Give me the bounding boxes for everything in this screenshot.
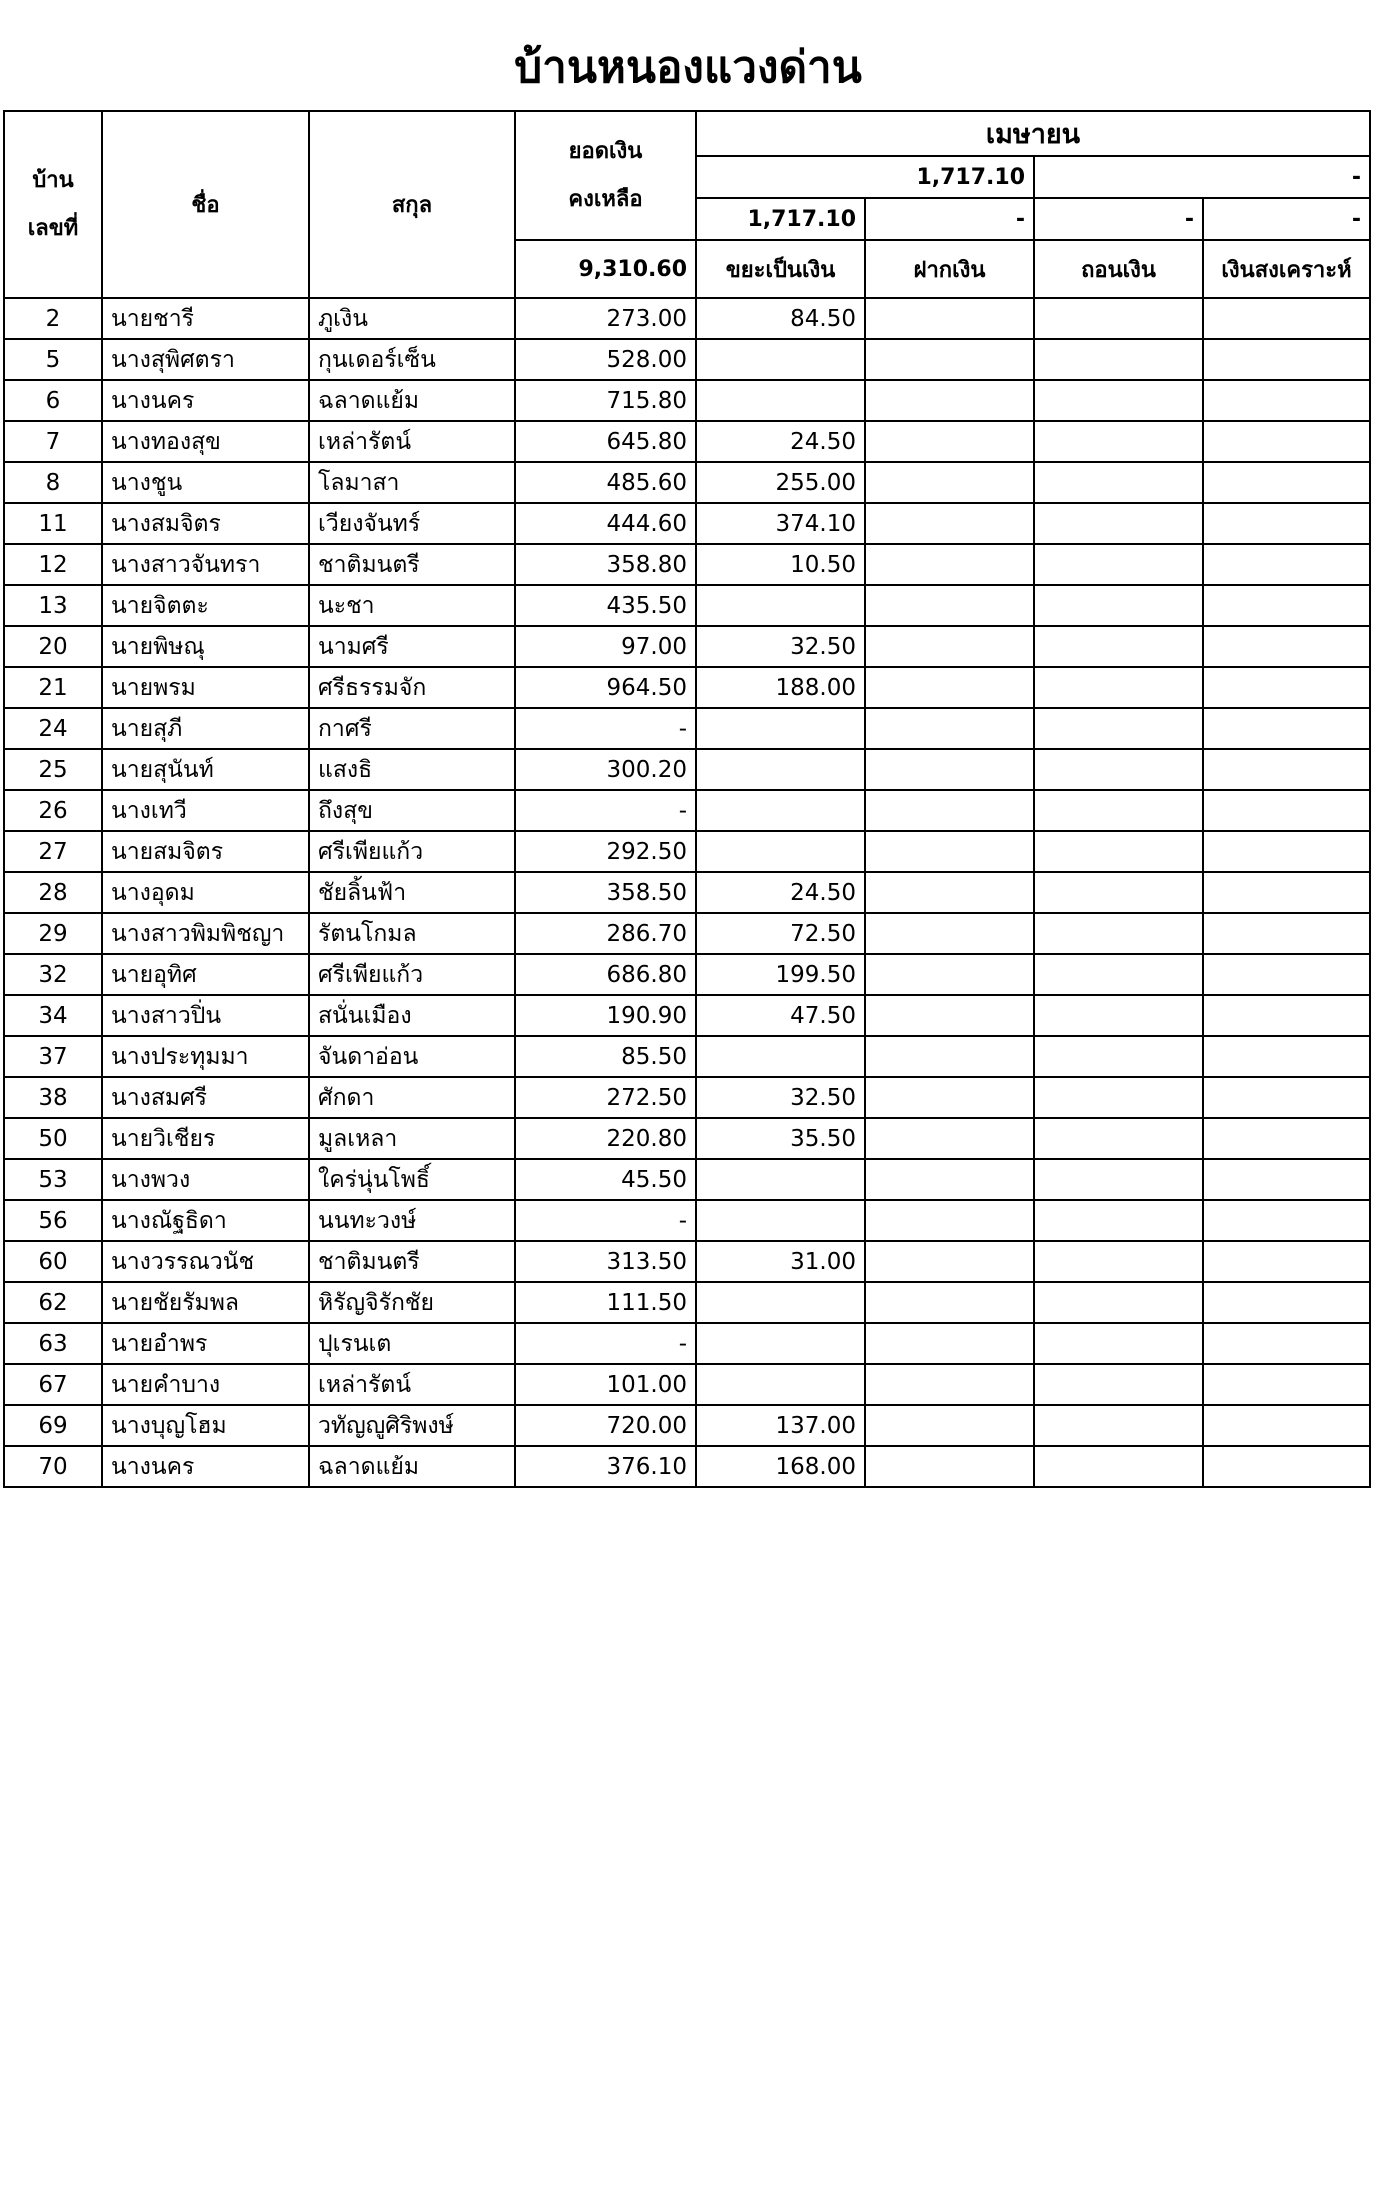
cell-surname: เหล่ารัตน์ bbox=[309, 1364, 515, 1405]
cell-house-no: 29 bbox=[4, 913, 102, 954]
cell-surname: แสงธิ bbox=[309, 749, 515, 790]
cell-withdraw bbox=[1034, 1200, 1203, 1241]
page-title: บ้านหนองแวงด่าน bbox=[514, 42, 862, 93]
cell-welfare bbox=[1203, 585, 1370, 626]
cell-house-no: 56 bbox=[4, 1200, 102, 1241]
cell-balance: - bbox=[515, 1200, 696, 1241]
table-row bbox=[4, 1282, 1370, 1323]
cell-withdraw bbox=[1034, 708, 1203, 749]
table-row bbox=[4, 1036, 1370, 1077]
balance-total: 9,310.60 bbox=[515, 240, 696, 298]
table-row bbox=[4, 1118, 1370, 1159]
cell-house-no: 20 bbox=[4, 626, 102, 667]
sub-total-withdraw: - bbox=[1034, 198, 1203, 240]
cell-garbage: 47.50 bbox=[696, 995, 865, 1036]
cell-garbage: 255.00 bbox=[696, 462, 865, 503]
cell-deposit bbox=[865, 1159, 1034, 1200]
cell-house-no: 11 bbox=[4, 503, 102, 544]
cell-garbage bbox=[696, 1364, 865, 1405]
cell-balance: 686.80 bbox=[515, 954, 696, 995]
cell-garbage: 35.50 bbox=[696, 1118, 865, 1159]
cell-name: นายอุทิศ bbox=[102, 954, 309, 995]
cell-withdraw bbox=[1034, 1077, 1203, 1118]
cell-house-no: 24 bbox=[4, 708, 102, 749]
table-row bbox=[4, 1405, 1370, 1446]
cell-surname: ฉลาดแย้ม bbox=[309, 380, 515, 421]
cell-surname: กุนเดอร์เซ็น bbox=[309, 339, 515, 380]
table-row bbox=[4, 626, 1370, 667]
table-row bbox=[4, 667, 1370, 708]
cell-house-no: 50 bbox=[4, 1118, 102, 1159]
cell-deposit bbox=[865, 462, 1034, 503]
cell-balance: 101.00 bbox=[515, 1364, 696, 1405]
cell-deposit bbox=[865, 1323, 1034, 1364]
cell-garbage: 32.50 bbox=[696, 1077, 865, 1118]
cell-balance: 376.10 bbox=[515, 1446, 696, 1487]
cell-surname: เวียงจันทร์ bbox=[309, 503, 515, 544]
cell-name: นายชารี bbox=[102, 298, 309, 339]
cell-name: นายอำพร bbox=[102, 1323, 309, 1364]
month-total-left: 1,717.10 bbox=[696, 156, 1034, 198]
cell-deposit bbox=[865, 1364, 1034, 1405]
cell-garbage bbox=[696, 831, 865, 872]
cell-welfare bbox=[1203, 995, 1370, 1036]
cell-house-no: 5 bbox=[4, 339, 102, 380]
cell-welfare bbox=[1203, 626, 1370, 667]
header-house-no-line1: บ้าน bbox=[32, 167, 74, 193]
cell-surname: ใคร่นุ่นโพธิ์ bbox=[309, 1159, 515, 1200]
cell-withdraw bbox=[1034, 1241, 1203, 1282]
cell-house-no: 70 bbox=[4, 1446, 102, 1487]
cell-welfare bbox=[1203, 1159, 1370, 1200]
cell-name: นายพรม bbox=[102, 667, 309, 708]
cell-name: นายจิตตะ bbox=[102, 585, 309, 626]
cell-name: นายสุภี bbox=[102, 708, 309, 749]
cell-withdraw bbox=[1034, 339, 1203, 380]
cell-house-no: 25 bbox=[4, 749, 102, 790]
cell-welfare bbox=[1203, 298, 1370, 339]
cell-surname: รัตนโกมล bbox=[309, 913, 515, 954]
cell-welfare bbox=[1203, 544, 1370, 585]
cell-garbage: 374.10 bbox=[696, 503, 865, 544]
cell-garbage bbox=[696, 749, 865, 790]
cell-deposit bbox=[865, 380, 1034, 421]
month-total-right: - bbox=[1034, 156, 1370, 198]
cell-welfare bbox=[1203, 1364, 1370, 1405]
cell-name: นางนคร bbox=[102, 380, 309, 421]
cell-withdraw bbox=[1034, 1282, 1203, 1323]
cell-balance: 190.90 bbox=[515, 995, 696, 1036]
cell-balance: 435.50 bbox=[515, 585, 696, 626]
cell-house-no: 53 bbox=[4, 1159, 102, 1200]
header-name: ชื่อ bbox=[102, 111, 309, 298]
cell-name: นางณัฐธิดา bbox=[102, 1200, 309, 1241]
cell-house-no: 32 bbox=[4, 954, 102, 995]
cell-surname: ศักดา bbox=[309, 1077, 515, 1118]
cell-deposit bbox=[865, 790, 1034, 831]
cell-welfare bbox=[1203, 503, 1370, 544]
cell-deposit bbox=[865, 544, 1034, 585]
cell-name: นายพิษณุ bbox=[102, 626, 309, 667]
cell-garbage bbox=[696, 708, 865, 749]
cell-garbage bbox=[696, 1200, 865, 1241]
cell-welfare bbox=[1203, 831, 1370, 872]
cell-welfare bbox=[1203, 954, 1370, 995]
cell-balance: 358.80 bbox=[515, 544, 696, 585]
cell-garbage: 84.50 bbox=[696, 298, 865, 339]
cell-name: นายชัยรัมพล bbox=[102, 1282, 309, 1323]
cell-house-no: 34 bbox=[4, 995, 102, 1036]
cell-balance: - bbox=[515, 708, 696, 749]
cell-house-no: 26 bbox=[4, 790, 102, 831]
cell-house-no: 12 bbox=[4, 544, 102, 585]
cell-withdraw bbox=[1034, 995, 1203, 1036]
cell-withdraw bbox=[1034, 954, 1203, 995]
cell-surname: ชาติมนตรี bbox=[309, 544, 515, 585]
cell-name: นายคำบาง bbox=[102, 1364, 309, 1405]
header-withdraw: ถอนเงิน bbox=[1034, 240, 1203, 298]
cell-balance: 715.80 bbox=[515, 380, 696, 421]
cell-surname: ฉลาดแย้ม bbox=[309, 1446, 515, 1487]
table-row bbox=[4, 954, 1370, 995]
cell-balance: 286.70 bbox=[515, 913, 696, 954]
cell-name: นางสุพิศตรา bbox=[102, 339, 309, 380]
table-row bbox=[4, 1241, 1370, 1282]
cell-balance: 964.50 bbox=[515, 667, 696, 708]
cell-balance: 645.80 bbox=[515, 421, 696, 462]
cell-deposit bbox=[865, 1077, 1034, 1118]
cell-welfare bbox=[1203, 872, 1370, 913]
cell-surname: หิรัญจิรักชัย bbox=[309, 1282, 515, 1323]
cell-deposit bbox=[865, 667, 1034, 708]
table-row bbox=[4, 380, 1370, 421]
cell-deposit bbox=[865, 749, 1034, 790]
cell-deposit bbox=[865, 1446, 1034, 1487]
cell-deposit bbox=[865, 1241, 1034, 1282]
cell-surname: นะชา bbox=[309, 585, 515, 626]
cell-garbage: 24.50 bbox=[696, 872, 865, 913]
table-row bbox=[4, 421, 1370, 462]
cell-balance: 273.00 bbox=[515, 298, 696, 339]
cell-surname: ภูเงิน bbox=[309, 298, 515, 339]
cell-surname: โลมาสา bbox=[309, 462, 515, 503]
cell-garbage bbox=[696, 1323, 865, 1364]
cell-welfare bbox=[1203, 421, 1370, 462]
savings-table bbox=[3, 110, 1371, 1488]
cell-deposit bbox=[865, 503, 1034, 544]
cell-surname: ศรีธรรมจัก bbox=[309, 667, 515, 708]
cell-deposit bbox=[865, 1118, 1034, 1159]
cell-garbage: 72.50 bbox=[696, 913, 865, 954]
cell-name: นางสาวพิมพิชญา bbox=[102, 913, 309, 954]
cell-balance: 45.50 bbox=[515, 1159, 696, 1200]
cell-surname: ศรีเพียแก้ว bbox=[309, 954, 515, 995]
cell-deposit bbox=[865, 585, 1034, 626]
sub-total-deposit: - bbox=[865, 198, 1034, 240]
table-row bbox=[4, 1077, 1370, 1118]
cell-garbage: 168.00 bbox=[696, 1446, 865, 1487]
cell-deposit bbox=[865, 421, 1034, 462]
table-row bbox=[4, 544, 1370, 585]
cell-welfare bbox=[1203, 708, 1370, 749]
cell-balance: 292.50 bbox=[515, 831, 696, 872]
cell-name: นางทองสุข bbox=[102, 421, 309, 462]
table-row bbox=[4, 1159, 1370, 1200]
cell-withdraw bbox=[1034, 380, 1203, 421]
cell-surname: นนทะวงษ์ bbox=[309, 1200, 515, 1241]
table-row bbox=[4, 1446, 1370, 1487]
cell-name: นางวรรณวนัช bbox=[102, 1241, 309, 1282]
cell-name: นางอุดม bbox=[102, 872, 309, 913]
cell-balance: 528.00 bbox=[515, 339, 696, 380]
cell-garbage: 10.50 bbox=[696, 544, 865, 585]
cell-name: นางพวง bbox=[102, 1159, 309, 1200]
cell-house-no: 38 bbox=[4, 1077, 102, 1118]
cell-welfare bbox=[1203, 339, 1370, 380]
cell-surname: ศรีเพียแก้ว bbox=[309, 831, 515, 872]
cell-balance: 97.00 bbox=[515, 626, 696, 667]
cell-surname: มูลเหลา bbox=[309, 1118, 515, 1159]
cell-welfare bbox=[1203, 1036, 1370, 1077]
cell-withdraw bbox=[1034, 544, 1203, 585]
cell-house-no: 63 bbox=[4, 1323, 102, 1364]
cell-balance: 85.50 bbox=[515, 1036, 696, 1077]
cell-surname: เหล่ารัตน์ bbox=[309, 421, 515, 462]
cell-garbage: 188.00 bbox=[696, 667, 865, 708]
cell-surname: วทัญญูศิริพงษ์ bbox=[309, 1405, 515, 1446]
cell-welfare bbox=[1203, 1323, 1370, 1364]
cell-garbage: 137.00 bbox=[696, 1405, 865, 1446]
cell-withdraw bbox=[1034, 831, 1203, 872]
cell-deposit bbox=[865, 708, 1034, 749]
cell-welfare bbox=[1203, 1118, 1370, 1159]
cell-deposit bbox=[865, 831, 1034, 872]
table-row bbox=[4, 749, 1370, 790]
cell-house-no: 62 bbox=[4, 1282, 102, 1323]
cell-withdraw bbox=[1034, 1036, 1203, 1077]
cell-withdraw bbox=[1034, 585, 1203, 626]
table-row bbox=[4, 298, 1370, 339]
cell-name: นางสาวปิ่น bbox=[102, 995, 309, 1036]
cell-withdraw bbox=[1034, 626, 1203, 667]
cell-surname: นามศรี bbox=[309, 626, 515, 667]
header-balance-line2: คงเหลือ bbox=[568, 186, 643, 212]
cell-balance: 111.50 bbox=[515, 1282, 696, 1323]
cell-withdraw bbox=[1034, 872, 1203, 913]
cell-deposit bbox=[865, 872, 1034, 913]
cell-garbage: 199.50 bbox=[696, 954, 865, 995]
table-row bbox=[4, 503, 1370, 544]
cell-welfare bbox=[1203, 1241, 1370, 1282]
cell-balance: 720.00 bbox=[515, 1405, 696, 1446]
cell-withdraw bbox=[1034, 913, 1203, 954]
cell-deposit bbox=[865, 1405, 1034, 1446]
cell-deposit bbox=[865, 913, 1034, 954]
cell-welfare bbox=[1203, 913, 1370, 954]
cell-welfare bbox=[1203, 667, 1370, 708]
cell-welfare bbox=[1203, 790, 1370, 831]
cell-house-no: 7 bbox=[4, 421, 102, 462]
cell-withdraw bbox=[1034, 1446, 1203, 1487]
header-deposit: ฝากเงิน bbox=[865, 240, 1034, 298]
sub-total-welfare: - bbox=[1203, 198, 1370, 240]
cell-house-no: 6 bbox=[4, 380, 102, 421]
cell-name: นางสมจิตร bbox=[102, 503, 309, 544]
cell-deposit bbox=[865, 1200, 1034, 1241]
header-house-no-line2: เลขที่ bbox=[27, 215, 79, 241]
cell-house-no: 37 bbox=[4, 1036, 102, 1077]
cell-surname: ถึงสุข bbox=[309, 790, 515, 831]
cell-name: นายวิเชียร bbox=[102, 1118, 309, 1159]
cell-garbage bbox=[696, 790, 865, 831]
cell-welfare bbox=[1203, 1282, 1370, 1323]
cell-house-no: 27 bbox=[4, 831, 102, 872]
cell-welfare bbox=[1203, 749, 1370, 790]
cell-name: นางบุญโฮม bbox=[102, 1405, 309, 1446]
header-garbage: ขยะเป็นเงิน bbox=[696, 240, 865, 298]
cell-balance: 358.50 bbox=[515, 872, 696, 913]
cell-deposit bbox=[865, 954, 1034, 995]
cell-withdraw bbox=[1034, 749, 1203, 790]
table-row bbox=[4, 585, 1370, 626]
cell-garbage bbox=[696, 339, 865, 380]
cell-name: นางประทุมมา bbox=[102, 1036, 309, 1077]
cell-surname: ปุเรนเต bbox=[309, 1323, 515, 1364]
header-balance-line1: ยอดเงิน bbox=[568, 138, 643, 164]
cell-garbage: 24.50 bbox=[696, 421, 865, 462]
cell-house-no: 2 bbox=[4, 298, 102, 339]
sub-total-garbage: 1,717.10 bbox=[696, 198, 865, 240]
table-row bbox=[4, 1323, 1370, 1364]
cell-withdraw bbox=[1034, 462, 1203, 503]
cell-surname: ชัยลิ้นฟ้า bbox=[309, 872, 515, 913]
cell-welfare bbox=[1203, 1405, 1370, 1446]
cell-welfare bbox=[1203, 1446, 1370, 1487]
cell-withdraw bbox=[1034, 667, 1203, 708]
cell-withdraw bbox=[1034, 1405, 1203, 1446]
cell-deposit bbox=[865, 298, 1034, 339]
table-row bbox=[4, 339, 1370, 380]
cell-balance: 272.50 bbox=[515, 1077, 696, 1118]
cell-withdraw bbox=[1034, 790, 1203, 831]
header-month: เมษายน bbox=[696, 111, 1370, 156]
cell-house-no: 69 bbox=[4, 1405, 102, 1446]
table-row bbox=[4, 872, 1370, 913]
cell-withdraw bbox=[1034, 298, 1203, 339]
cell-deposit bbox=[865, 995, 1034, 1036]
cell-surname: ชาติมนตรี bbox=[309, 1241, 515, 1282]
cell-welfare bbox=[1203, 462, 1370, 503]
cell-house-no: 28 bbox=[4, 872, 102, 913]
cell-surname: จันดาอ่อน bbox=[309, 1036, 515, 1077]
cell-name: นายสุนันท์ bbox=[102, 749, 309, 790]
cell-withdraw bbox=[1034, 503, 1203, 544]
cell-garbage bbox=[696, 380, 865, 421]
cell-name: นางสาวจันทรา bbox=[102, 544, 309, 585]
table-row bbox=[4, 708, 1370, 749]
cell-house-no: 8 bbox=[4, 462, 102, 503]
cell-garbage bbox=[696, 585, 865, 626]
cell-name: นายสมจิตร bbox=[102, 831, 309, 872]
cell-welfare bbox=[1203, 1077, 1370, 1118]
cell-name: นางเทวี bbox=[102, 790, 309, 831]
cell-balance: 444.60 bbox=[515, 503, 696, 544]
table-row bbox=[4, 462, 1370, 503]
cell-withdraw bbox=[1034, 421, 1203, 462]
cell-withdraw bbox=[1034, 1323, 1203, 1364]
header-surname: สกุล bbox=[309, 111, 515, 298]
cell-surname: กาศรี bbox=[309, 708, 515, 749]
table-row bbox=[4, 913, 1370, 954]
cell-balance: - bbox=[515, 1323, 696, 1364]
cell-withdraw bbox=[1034, 1364, 1203, 1405]
header-balance bbox=[515, 111, 696, 240]
cell-balance: 313.50 bbox=[515, 1241, 696, 1282]
cell-surname: สนั่นเมือง bbox=[309, 995, 515, 1036]
cell-house-no: 13 bbox=[4, 585, 102, 626]
cell-welfare bbox=[1203, 380, 1370, 421]
cell-house-no: 21 bbox=[4, 667, 102, 708]
cell-garbage bbox=[696, 1036, 865, 1077]
cell-garbage: 31.00 bbox=[696, 1241, 865, 1282]
header-welfare: เงินสงเคราะห์ bbox=[1203, 240, 1370, 298]
cell-deposit bbox=[865, 339, 1034, 380]
cell-balance: 300.20 bbox=[515, 749, 696, 790]
cell-house-no: 60 bbox=[4, 1241, 102, 1282]
cell-deposit bbox=[865, 1282, 1034, 1323]
cell-name: นางสมศรี bbox=[102, 1077, 309, 1118]
table-body bbox=[4, 298, 1370, 1487]
cell-name: นางนคร bbox=[102, 1446, 309, 1487]
cell-name: นางชูน bbox=[102, 462, 309, 503]
cell-withdraw bbox=[1034, 1118, 1203, 1159]
table-row bbox=[4, 1364, 1370, 1405]
cell-deposit bbox=[865, 1036, 1034, 1077]
table-row bbox=[4, 1200, 1370, 1241]
table-row bbox=[4, 995, 1370, 1036]
cell-withdraw bbox=[1034, 1159, 1203, 1200]
cell-house-no: 67 bbox=[4, 1364, 102, 1405]
table-row bbox=[4, 831, 1370, 872]
cell-garbage bbox=[696, 1282, 865, 1323]
cell-garbage: 32.50 bbox=[696, 626, 865, 667]
cell-balance: 220.80 bbox=[515, 1118, 696, 1159]
cell-welfare bbox=[1203, 1200, 1370, 1241]
cell-balance: 485.60 bbox=[515, 462, 696, 503]
cell-balance: - bbox=[515, 790, 696, 831]
header-house-no bbox=[4, 111, 102, 298]
table-row bbox=[4, 790, 1370, 831]
cell-garbage bbox=[696, 1159, 865, 1200]
cell-deposit bbox=[865, 626, 1034, 667]
